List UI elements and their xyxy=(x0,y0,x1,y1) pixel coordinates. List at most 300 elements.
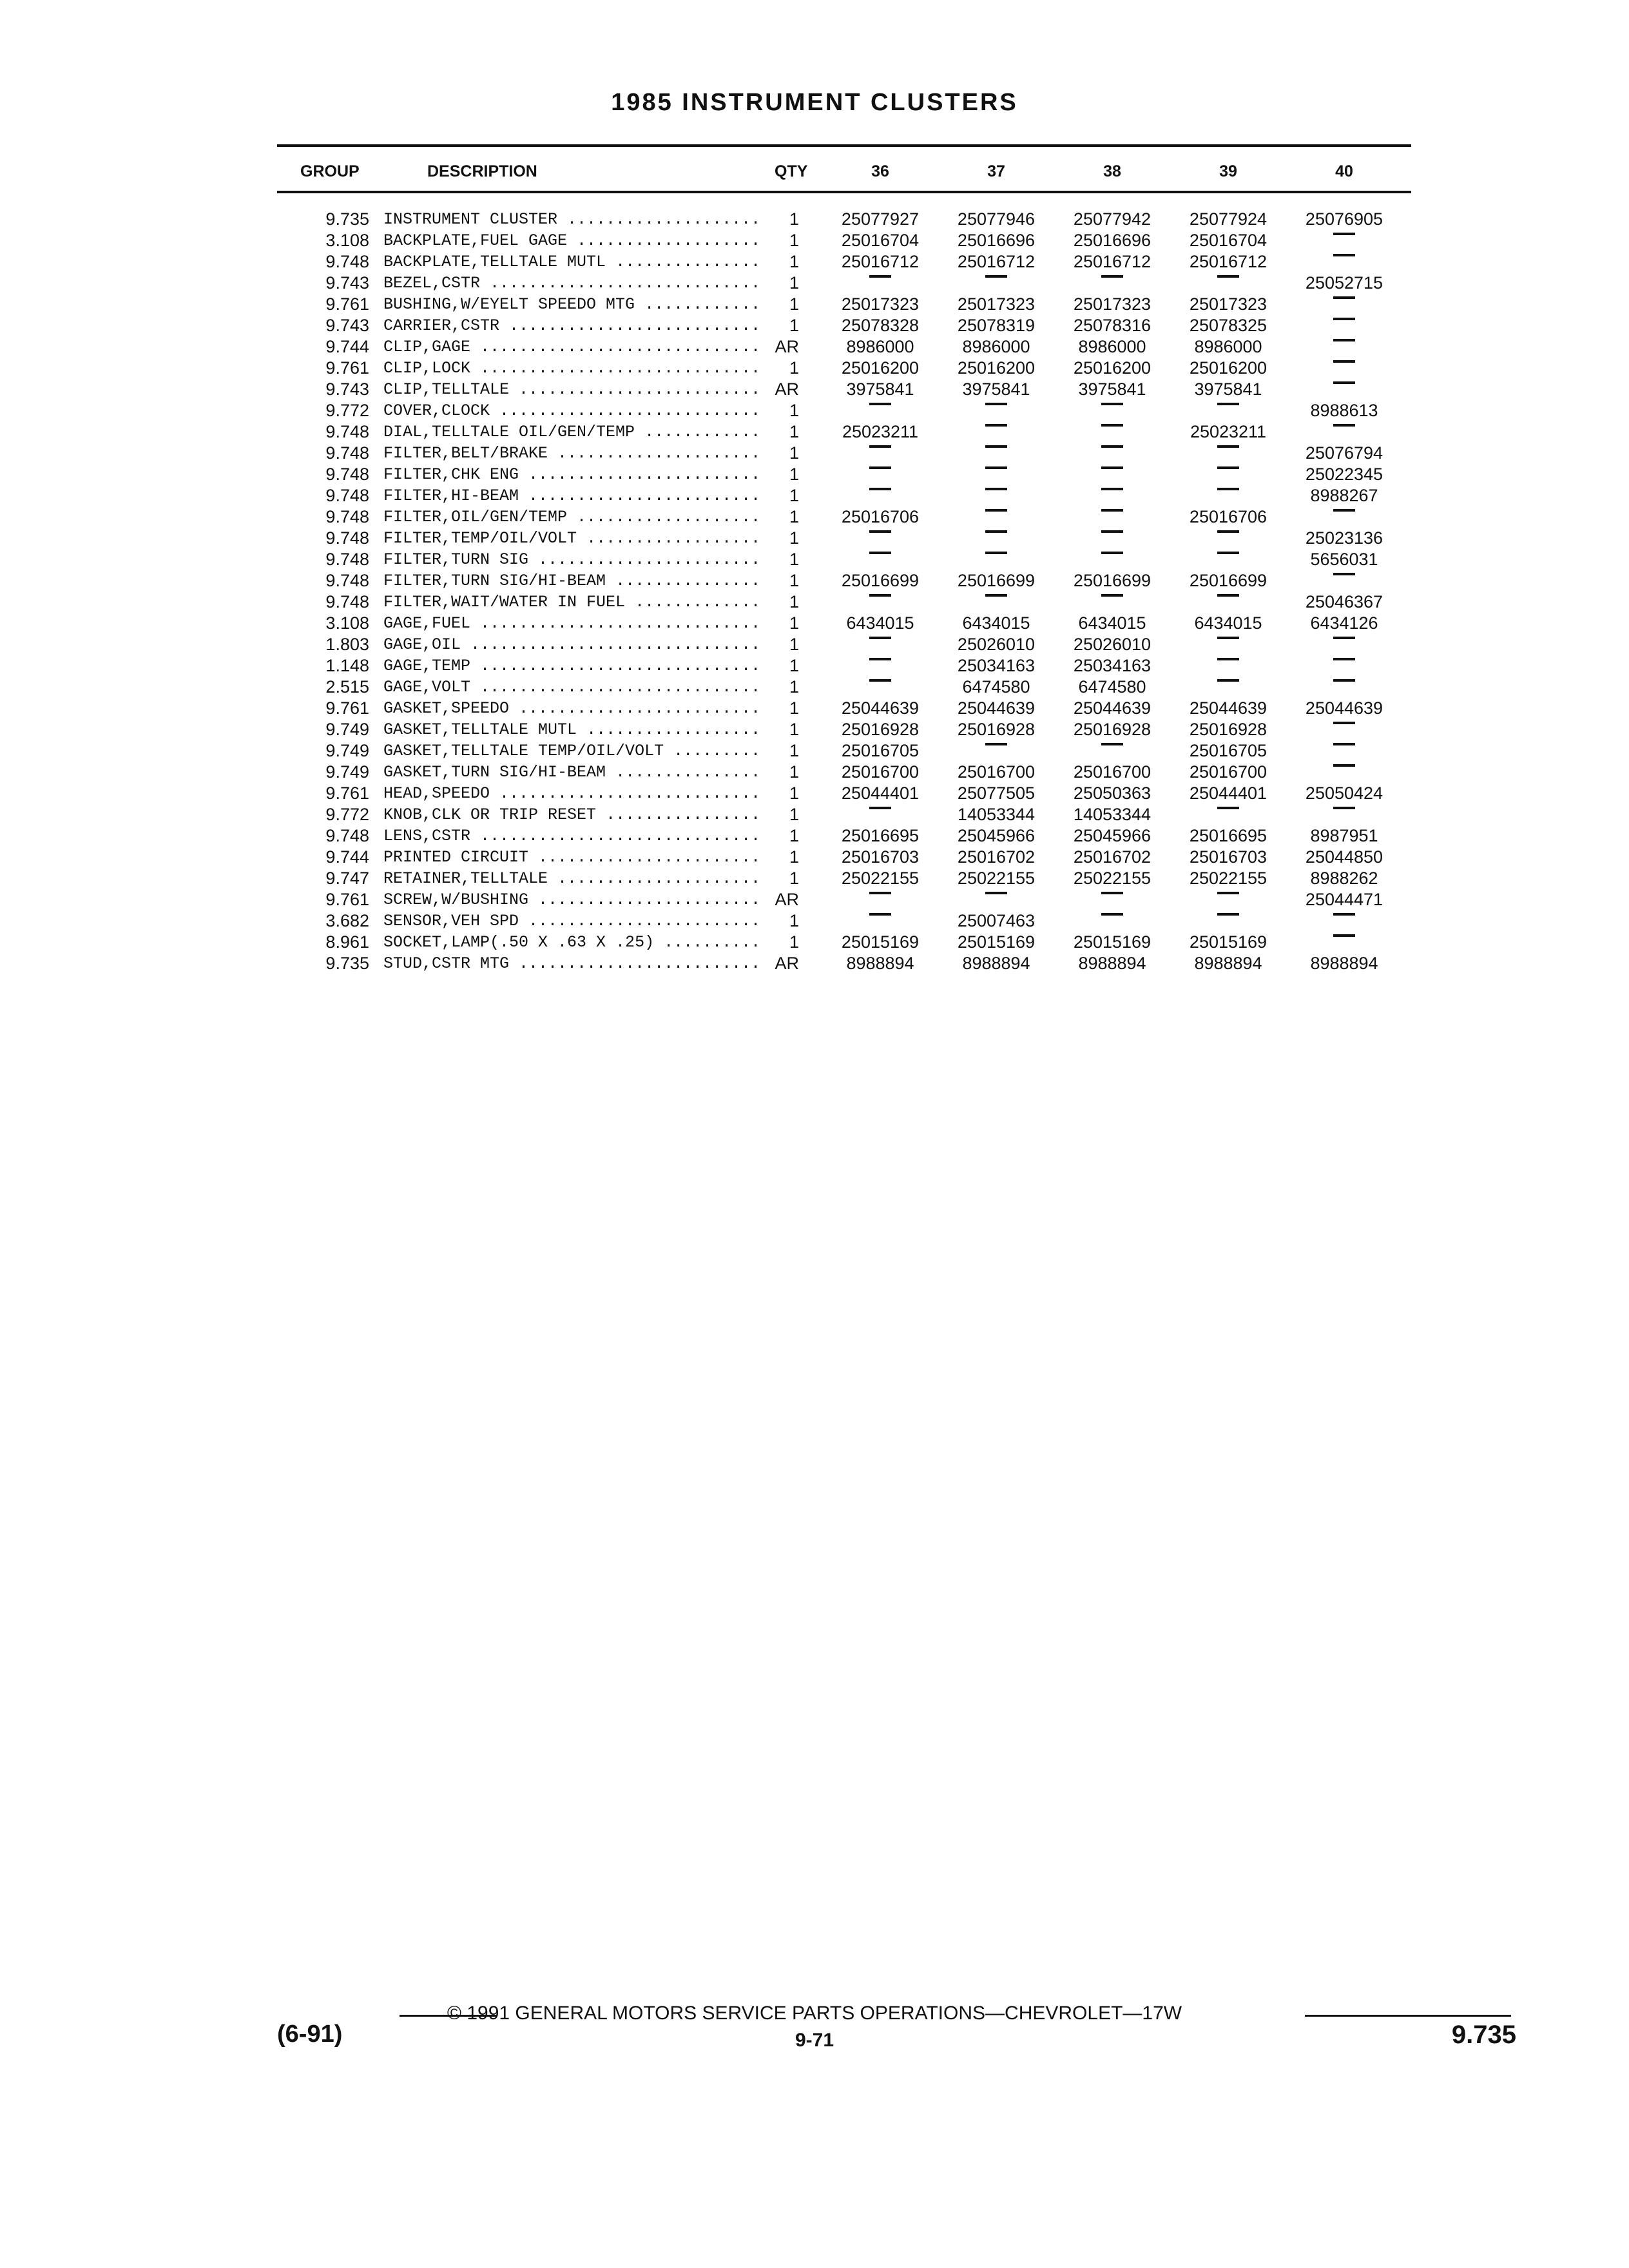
dash-mark xyxy=(1333,233,1355,235)
group-number: 9.747 xyxy=(325,869,369,888)
not-applicable-dash xyxy=(825,889,935,910)
part-number-col-37: 25026010 xyxy=(957,635,1036,654)
part-number-col-36: 25016704 xyxy=(841,231,920,250)
dash-mark xyxy=(869,658,891,660)
not-applicable-dash xyxy=(1057,464,1167,485)
part-description: INSTRUMENT CLUSTER ..... xyxy=(383,209,767,230)
part-number-col-37: 25077946 xyxy=(957,209,1036,229)
part-number-col-37: 25017323 xyxy=(957,294,1036,314)
dash-mark xyxy=(1333,637,1355,639)
table-row xyxy=(0,910,1629,932)
not-applicable-dash xyxy=(1173,273,1283,294)
quantity: 1 xyxy=(763,719,799,740)
part-number-col-38: 6474580 xyxy=(1078,677,1146,697)
not-applicable-dash xyxy=(1289,762,1399,783)
page-number: 9-71 xyxy=(795,2030,834,2051)
part-number-col-39: 25016695 xyxy=(1189,826,1268,845)
part-number-col-40: 25023136 xyxy=(1305,528,1383,548)
part-number-col-36: 8986000 xyxy=(846,337,914,356)
not-applicable-dash xyxy=(1057,506,1167,528)
not-applicable-dash xyxy=(825,273,935,294)
group-number: 9.749 xyxy=(325,762,369,782)
quantity: 1 xyxy=(763,825,799,847)
table-row xyxy=(0,740,1629,762)
part-number-col-36: 25016200 xyxy=(841,358,920,378)
table-row xyxy=(0,485,1629,506)
dash-mark xyxy=(1333,360,1355,363)
part-description: GASKET,TELLTALE TEMP/OIL/VOLT ..... xyxy=(383,740,767,762)
dash-mark xyxy=(1217,594,1239,597)
part-number-col-36: 25044401 xyxy=(841,783,920,803)
dash-mark xyxy=(1217,658,1239,660)
part-number-col-39: 25016703 xyxy=(1189,847,1268,867)
not-applicable-dash xyxy=(1057,485,1167,506)
table-header xyxy=(0,162,1629,188)
quantity: 1 xyxy=(763,549,799,570)
quantity: 1 xyxy=(763,613,799,634)
table-row xyxy=(0,613,1629,634)
quantity: 1 xyxy=(763,740,799,762)
dash-mark xyxy=(1333,658,1355,660)
not-applicable-dash xyxy=(941,443,1051,464)
quantity: 1 xyxy=(763,506,799,528)
part-number-col-38: 25016700 xyxy=(1073,762,1152,782)
dash-mark xyxy=(1333,807,1355,809)
not-applicable-dash xyxy=(1289,294,1399,315)
part-description: SENSOR,VEH SPD ..... xyxy=(383,910,767,932)
part-number-col-38: 8986000 xyxy=(1078,337,1146,356)
table-row xyxy=(0,506,1629,528)
part-number-col-36: 25023211 xyxy=(842,422,919,441)
part-number-col-38: 25016699 xyxy=(1073,571,1152,590)
dash-mark xyxy=(869,552,891,554)
dash-mark xyxy=(869,892,891,894)
not-applicable-dash xyxy=(1057,740,1167,762)
part-number-col-37: 3975841 xyxy=(962,380,1030,399)
table-row xyxy=(0,698,1629,719)
table-row xyxy=(0,868,1629,889)
dash-mark xyxy=(1101,509,1123,512)
header-rule xyxy=(277,191,1411,193)
dash-mark xyxy=(1333,509,1355,512)
group-number: 9.761 xyxy=(325,294,369,314)
part-number-col-37: 25078319 xyxy=(957,316,1036,335)
part-description: GASKET,TELLTALE MUTL ..... xyxy=(383,719,767,740)
not-applicable-dash xyxy=(1057,421,1167,443)
part-number-col-37: 25016696 xyxy=(957,231,1036,250)
part-number-col-40: 25044850 xyxy=(1305,847,1383,867)
dash-mark xyxy=(869,807,891,809)
quantity: 1 xyxy=(763,294,799,315)
part-description: CLIP,TELLTALE ..... xyxy=(383,379,767,400)
part-description: FILTER,CHK ENG ..... xyxy=(383,464,767,485)
not-applicable-dash xyxy=(1057,443,1167,464)
part-number-col-39: 25044401 xyxy=(1189,783,1268,803)
not-applicable-dash xyxy=(1173,528,1283,549)
part-description: GAGE,VOLT ..... xyxy=(383,677,767,698)
group-number: 9.748 xyxy=(325,592,369,611)
not-applicable-dash xyxy=(941,400,1051,421)
part-number-col-38: 6434015 xyxy=(1078,613,1146,633)
quantity: 1 xyxy=(763,910,799,932)
quantity: AR xyxy=(763,889,799,910)
part-description: FILTER,BELT/BRAKE ..... xyxy=(383,443,767,464)
part-description: GAGE,FUEL ..... xyxy=(383,613,767,634)
group-number: 9.749 xyxy=(325,720,369,739)
dash-mark xyxy=(869,594,891,597)
group-number: 8.961 xyxy=(325,932,369,952)
dash-mark xyxy=(1217,807,1239,809)
part-number-col-36: 25016699 xyxy=(841,571,920,590)
dash-mark xyxy=(869,445,891,448)
parts-table xyxy=(0,209,1629,974)
dash-mark xyxy=(1101,445,1123,448)
not-applicable-dash xyxy=(1057,528,1167,549)
quantity: 1 xyxy=(763,847,799,868)
dash-mark xyxy=(1333,913,1355,916)
not-applicable-dash xyxy=(825,400,935,421)
dash-mark xyxy=(1101,403,1123,405)
part-number-col-36: 25016705 xyxy=(841,741,920,760)
quantity: 1 xyxy=(763,315,799,336)
part-description: LENS,CSTR ..... xyxy=(383,825,767,847)
dash-mark xyxy=(985,488,1007,490)
part-number-col-40: 5656031 xyxy=(1310,550,1378,569)
quantity: 1 xyxy=(763,868,799,889)
quantity: 1 xyxy=(763,804,799,825)
part-number-col-36: 25017323 xyxy=(841,294,920,314)
dash-mark xyxy=(1217,403,1239,405)
not-applicable-dash xyxy=(825,549,935,570)
group-number: 9.772 xyxy=(325,401,369,420)
dash-mark xyxy=(985,594,1007,597)
group-number: 9.744 xyxy=(325,847,369,867)
dash-mark xyxy=(869,275,891,278)
quantity: AR xyxy=(763,953,799,974)
dash-mark xyxy=(1101,530,1123,533)
not-applicable-dash xyxy=(1173,591,1283,613)
section-number: 9.735 xyxy=(1451,2021,1516,2049)
dash-mark xyxy=(985,275,1007,278)
part-number-col-37: 6474580 xyxy=(962,677,1030,697)
table-row xyxy=(0,251,1629,273)
not-applicable-dash xyxy=(1289,251,1399,273)
part-number-col-37: 8988894 xyxy=(962,954,1030,973)
quantity: 1 xyxy=(763,783,799,804)
part-number-col-36: 3975841 xyxy=(846,380,914,399)
part-number-col-39: 25015169 xyxy=(1189,932,1268,952)
quantity: 1 xyxy=(763,634,799,655)
quantity: 1 xyxy=(763,230,799,251)
part-number-col-38: 25017323 xyxy=(1073,294,1152,314)
group-number: 3.108 xyxy=(325,231,369,250)
part-number-col-38: 25045966 xyxy=(1073,826,1152,845)
part-number-col-38: 25016928 xyxy=(1073,720,1152,739)
not-applicable-dash xyxy=(1173,889,1283,910)
dash-mark xyxy=(1333,743,1355,745)
not-applicable-dash xyxy=(1289,719,1399,740)
copyright-line: © 1991 GENERAL MOTORS SERVICE PARTS OPERATIONS—CHEVROLET—17W xyxy=(447,2003,1182,2024)
group-number: 9.748 xyxy=(325,465,369,484)
dash-mark xyxy=(1333,254,1355,256)
dash-mark xyxy=(1333,722,1355,724)
dash-mark xyxy=(1333,339,1355,341)
not-applicable-dash xyxy=(1289,740,1399,762)
dash-mark xyxy=(1217,892,1239,894)
part-number-col-40: 6434126 xyxy=(1310,613,1378,633)
part-description: FILTER,TURN SIG/HI-BEAM ..... xyxy=(383,570,767,591)
not-applicable-dash xyxy=(1289,677,1399,698)
part-number-col-39: 25022155 xyxy=(1189,869,1268,888)
dash-mark xyxy=(1101,488,1123,490)
dash-mark xyxy=(985,743,1007,745)
not-applicable-dash xyxy=(825,804,935,825)
quantity: 1 xyxy=(763,443,799,464)
part-description: CLIP,GAGE ..... xyxy=(383,336,767,358)
part-number-col-36: 25016706 xyxy=(841,507,920,526)
not-applicable-dash xyxy=(825,443,935,464)
table-row xyxy=(0,677,1629,698)
dash-mark xyxy=(869,913,891,916)
dash-mark xyxy=(1333,764,1355,767)
group-number: 9.761 xyxy=(325,698,369,718)
not-applicable-dash xyxy=(1173,400,1283,421)
not-applicable-dash xyxy=(941,549,1051,570)
group-number: 2.515 xyxy=(325,677,369,697)
dash-mark xyxy=(869,403,891,405)
dash-mark xyxy=(1217,913,1239,916)
part-number-col-37: 6434015 xyxy=(962,613,1030,633)
part-description: CLIP,LOCK ..... xyxy=(383,358,767,379)
table-row xyxy=(0,358,1629,379)
group-number: 9.735 xyxy=(325,954,369,973)
not-applicable-dash xyxy=(941,273,1051,294)
not-applicable-dash xyxy=(1173,464,1283,485)
part-description: FILTER,TURN SIG ..... xyxy=(383,549,767,570)
part-number-col-39: 8988894 xyxy=(1194,954,1262,973)
table-row xyxy=(0,528,1629,549)
group-number: 9.744 xyxy=(325,337,369,356)
page-title: 1985 INSTRUMENT CLUSTERS xyxy=(611,89,1018,116)
part-description: CARRIER,CSTR ..... xyxy=(383,315,767,336)
not-applicable-dash xyxy=(1173,677,1283,698)
table-row xyxy=(0,421,1629,443)
part-number-col-37: 25016200 xyxy=(957,358,1036,378)
part-number-col-38: 8988894 xyxy=(1078,954,1146,973)
group-number: 9.761 xyxy=(325,890,369,909)
part-number-col-40: 25022345 xyxy=(1305,465,1383,484)
table-row xyxy=(0,273,1629,294)
header-col-36: 36 xyxy=(871,162,889,180)
group-number: 9.743 xyxy=(325,380,369,399)
dash-mark xyxy=(1217,679,1239,682)
not-applicable-dash xyxy=(1057,400,1167,421)
group-number: 9.772 xyxy=(325,805,369,824)
not-applicable-dash xyxy=(1289,634,1399,655)
table-row xyxy=(0,549,1629,570)
not-applicable-dash xyxy=(1173,443,1283,464)
table-row xyxy=(0,294,1629,315)
table-row xyxy=(0,570,1629,591)
part-number-col-37: 25045966 xyxy=(957,826,1036,845)
not-applicable-dash xyxy=(825,464,935,485)
part-number-col-38: 25050363 xyxy=(1073,783,1152,803)
part-number-col-36: 25016703 xyxy=(841,847,920,867)
part-description: BACKPLATE,TELLTALE MUTL ..... xyxy=(383,251,767,273)
dash-mark xyxy=(985,530,1007,533)
part-description: HEAD,SPEEDO ..... xyxy=(383,783,767,804)
not-applicable-dash xyxy=(825,655,935,677)
quantity: 1 xyxy=(763,358,799,379)
quantity: 1 xyxy=(763,251,799,273)
part-number-col-37: 25044639 xyxy=(957,698,1036,718)
part-number-col-38: 25016696 xyxy=(1073,231,1152,250)
part-number-col-39: 3975841 xyxy=(1194,380,1262,399)
part-number-col-36: 25044639 xyxy=(841,698,920,718)
dash-mark xyxy=(1333,318,1355,320)
not-applicable-dash xyxy=(825,634,935,655)
quantity: 1 xyxy=(763,464,799,485)
table-row xyxy=(0,464,1629,485)
dash-mark xyxy=(1333,573,1355,575)
part-number-col-36: 25022155 xyxy=(841,869,920,888)
group-number: 9.761 xyxy=(325,783,369,803)
not-applicable-dash xyxy=(1173,549,1283,570)
table-row xyxy=(0,209,1629,230)
part-number-col-40: 8987951 xyxy=(1310,826,1378,845)
part-number-col-36: 25016700 xyxy=(841,762,920,782)
group-number: 1.803 xyxy=(325,635,369,654)
not-applicable-dash xyxy=(1289,910,1399,932)
part-description: FILTER,OIL/GEN/TEMP ..... xyxy=(383,506,767,528)
part-number-col-36: 25015169 xyxy=(841,932,920,952)
group-number: 9.748 xyxy=(325,486,369,505)
table-row xyxy=(0,379,1629,400)
part-number-col-37: 25016699 xyxy=(957,571,1036,590)
quantity: 1 xyxy=(763,762,799,783)
not-applicable-dash xyxy=(1057,591,1167,613)
not-applicable-dash xyxy=(941,889,1051,910)
part-number-col-38: 25044639 xyxy=(1073,698,1152,718)
part-number-col-40: 25076905 xyxy=(1305,209,1383,229)
part-number-col-38: 25016712 xyxy=(1073,252,1152,271)
dash-mark xyxy=(869,488,891,490)
revision-date: (6-91) xyxy=(277,2021,343,2048)
quantity: 1 xyxy=(763,209,799,230)
part-number-col-36: 25016928 xyxy=(841,720,920,739)
quantity: 1 xyxy=(763,400,799,421)
dash-mark xyxy=(985,445,1007,448)
table-row xyxy=(0,762,1629,783)
not-applicable-dash xyxy=(1057,889,1167,910)
part-number-col-38: 25015169 xyxy=(1073,932,1152,952)
dash-mark xyxy=(869,637,891,639)
dash-mark xyxy=(1217,637,1239,639)
group-number: 9.743 xyxy=(325,316,369,335)
part-number-col-39: 25016705 xyxy=(1189,741,1268,760)
group-number: 9.735 xyxy=(325,209,369,229)
part-number-col-40: 25046367 xyxy=(1305,592,1383,611)
header-col-38: 38 xyxy=(1103,162,1121,180)
part-number-col-37: 25016712 xyxy=(957,252,1036,271)
header-qty: QTY xyxy=(775,162,808,180)
not-applicable-dash xyxy=(1173,634,1283,655)
part-number-col-39: 8986000 xyxy=(1194,337,1262,356)
dash-mark xyxy=(1333,296,1355,299)
group-number: 3.682 xyxy=(325,911,369,930)
part-number-col-38: 14053344 xyxy=(1073,805,1152,824)
not-applicable-dash xyxy=(1289,358,1399,379)
not-applicable-dash xyxy=(941,421,1051,443)
part-number-col-37: 25022155 xyxy=(957,869,1036,888)
dash-mark xyxy=(985,552,1007,554)
part-number-col-37: 25034163 xyxy=(957,656,1036,675)
not-applicable-dash xyxy=(825,485,935,506)
not-applicable-dash xyxy=(1057,273,1167,294)
part-number-col-38: 25016200 xyxy=(1073,358,1152,378)
not-applicable-dash xyxy=(941,464,1051,485)
group-number: 9.748 xyxy=(325,422,369,441)
not-applicable-dash xyxy=(1289,804,1399,825)
part-description: BEZEL,CSTR ..... xyxy=(383,273,767,294)
dash-mark xyxy=(1333,424,1355,427)
part-number-col-38: 25026010 xyxy=(1073,635,1152,654)
quantity: 1 xyxy=(763,591,799,613)
quantity: 1 xyxy=(763,677,799,698)
dash-mark xyxy=(985,892,1007,894)
part-number-col-38: 25077942 xyxy=(1073,209,1152,229)
not-applicable-dash xyxy=(941,485,1051,506)
part-number-col-38: 25016702 xyxy=(1073,847,1152,867)
table-row xyxy=(0,443,1629,464)
part-number-col-39: 25016699 xyxy=(1189,571,1268,590)
part-number-col-40: 25076794 xyxy=(1305,443,1383,463)
not-applicable-dash xyxy=(825,910,935,932)
part-number-col-40: 8988894 xyxy=(1310,954,1378,973)
part-description: FILTER,WAIT/WATER IN FUEL ..... xyxy=(383,591,767,613)
dash-mark xyxy=(869,466,891,469)
not-applicable-dash xyxy=(941,740,1051,762)
table-row xyxy=(0,953,1629,974)
part-description: FILTER,TEMP/OIL/VOLT ..... xyxy=(383,528,767,549)
part-number-col-39: 25016700 xyxy=(1189,762,1268,782)
group-number: 9.748 xyxy=(325,443,369,463)
part-number-col-38: 25034163 xyxy=(1073,656,1152,675)
not-applicable-dash xyxy=(1173,485,1283,506)
dash-mark xyxy=(1101,892,1123,894)
part-number-col-39: 25077924 xyxy=(1189,209,1268,229)
quantity: 1 xyxy=(763,485,799,506)
top-rule xyxy=(277,144,1411,147)
part-number-col-39: 25016200 xyxy=(1189,358,1268,378)
part-number-col-38: 3975841 xyxy=(1078,380,1146,399)
dash-mark xyxy=(985,403,1007,405)
part-number-col-36: 25016712 xyxy=(841,252,920,271)
part-number-col-40: 25044639 xyxy=(1305,698,1383,718)
part-number-col-37: 25016928 xyxy=(957,720,1036,739)
part-number-col-39: 25016704 xyxy=(1189,231,1268,250)
quantity: AR xyxy=(763,336,799,358)
not-applicable-dash xyxy=(1173,655,1283,677)
part-number-col-36: 25077927 xyxy=(841,209,920,229)
table-row xyxy=(0,932,1629,953)
part-description: SCREW,W/BUSHING ..... xyxy=(383,889,767,910)
part-number-col-40: 8988267 xyxy=(1310,486,1378,505)
not-applicable-dash xyxy=(1173,910,1283,932)
table-row xyxy=(0,889,1629,910)
header-group: GROUP xyxy=(300,162,360,180)
not-applicable-dash xyxy=(1289,379,1399,400)
